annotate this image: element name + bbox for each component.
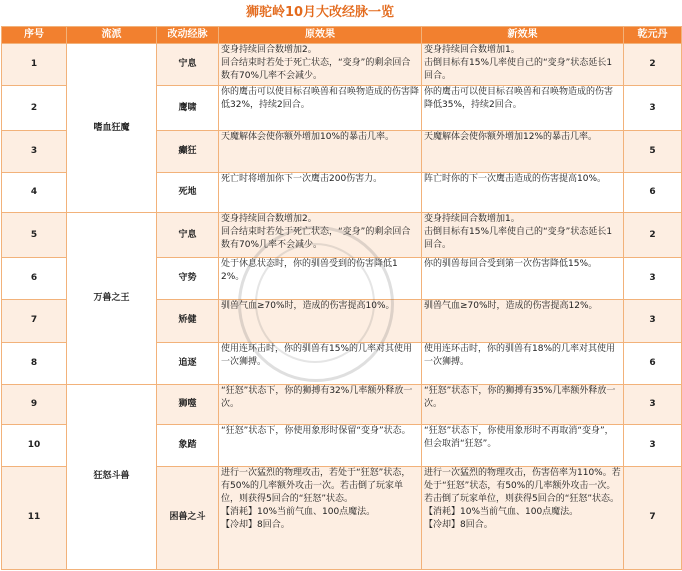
meridian-cell: 狮噬 (157, 384, 219, 424)
row-index: 9 (2, 384, 67, 424)
row-index: 1 (2, 44, 67, 86)
table-row (2, 213, 682, 258)
row-index: 8 (2, 342, 67, 384)
header-index: 序号 (2, 27, 67, 44)
header-old-effect: 原效果 (219, 27, 422, 44)
old-effect-cell: 天魔解体会使你额外增加10%的暴击几率。 (219, 131, 422, 173)
meridian-cell: 追逐 (157, 342, 219, 384)
new-effect-cell: 变身持续回合数增加1。 击倒目标有15%几率使自己的“变身”状态延长1回合。 (422, 213, 624, 258)
pill-cell: 6 (624, 342, 682, 384)
table-row (2, 44, 682, 86)
pill-cell: 3 (624, 86, 682, 131)
row-index: 3 (2, 131, 67, 173)
old-effect-cell: 驯兽气血≥70%时，造成的伤害提高10%。 (219, 300, 422, 342)
school-cell: 万兽之王 (67, 213, 157, 384)
old-effect-cell: 你的鹰击可以使目标召唤兽和召唤物造成的伤害降低32%，持续2回合。 (219, 86, 422, 131)
table-header-row (2, 27, 682, 44)
old-effect-cell: 使用连环击时，你的驯兽有15%的几率对其使用一次狮搏。 (219, 342, 422, 384)
new-effect-cell: 你的驯兽每回合受到第一次伤害降低15%。 (422, 258, 624, 300)
table-row (2, 384, 682, 424)
row-index: 11 (2, 466, 67, 569)
meridian-cell: 象踏 (157, 424, 219, 466)
meridian-change-table (1, 26, 682, 570)
meridian-cell: 死地 (157, 173, 219, 213)
school-cell: 狂怒斗兽 (67, 384, 157, 569)
school-cell: 嗜血狂魔 (67, 44, 157, 213)
old-effect-cell: 变身持续回合数增加2。 回合结束时若处于死亡状态，“变身”的剩余回合数有70%几率不会减少。 (219, 44, 422, 86)
row-index: 5 (2, 213, 67, 258)
pill-cell: 3 (624, 424, 682, 466)
old-effect-cell: 死亡时将增加你下一次鹰击200伤害力。 (219, 173, 422, 213)
new-effect-cell: 进行一次猛烈的物理攻击，伤害倍率为110%。若处于“狂怒”状态，有50%的几率额外攻击一次。若击倒了玩家单位，则获得5回合的“狂怒”状态。 【消耗】10%当前气血、100点魔法。 【冷却】8回合。 (422, 466, 624, 569)
header-school: 流派 (67, 27, 157, 44)
new-effect-cell: “狂怒”状态下，你使用象形时不再取消“变身”，但会取消“狂怒”。 (422, 424, 624, 466)
pill-cell: 6 (624, 173, 682, 213)
pill-cell: 3 (624, 300, 682, 342)
meridian-cell: 宁息 (157, 213, 219, 258)
old-effect-cell: 变身持续回合数增加2。 回合结束时若处于死亡状态，“变身”的剩余回合数有70%几率不会减少。 (219, 213, 422, 258)
meridian-cell: 宁息 (157, 44, 219, 86)
page-title: 狮驼岭10月大改经脉一览 (245, 5, 395, 20)
row-index: 2 (2, 86, 67, 131)
new-effect-cell: 驯兽气血≥70%时，造成的伤害提高12%。 (422, 300, 624, 342)
meridian-cell: 守势 (157, 258, 219, 300)
pill-cell: 3 (624, 258, 682, 300)
pill-cell: 5 (624, 131, 682, 173)
header-new-effect: 新效果 (422, 27, 624, 44)
old-effect-cell: 处于休息状态时，你的驯兽受到的伤害降低12%。 (219, 258, 422, 300)
row-index: 6 (2, 258, 67, 300)
row-index: 4 (2, 173, 67, 213)
meridian-cell: 鹰啸 (157, 86, 219, 131)
pill-cell: 3 (624, 384, 682, 424)
pill-cell: 7 (624, 466, 682, 569)
new-effect-cell: 阵亡时你的下一次鹰击造成的伤害提高10%。 (422, 173, 624, 213)
row-index: 10 (2, 424, 67, 466)
old-effect-cell: “狂怒”状态下，你使用象形时保留“变身”状态。 (219, 424, 422, 466)
old-effect-cell: 进行一次猛烈的物理攻击，若处于“狂怒”状态，有50%的几率额外攻击一次。若击倒了玩家单位，则获得5回合的“狂怒”状态。 【消耗】10%当前气血、100点魔法。 【冷却】8回合。 (219, 466, 422, 569)
row-index: 7 (2, 300, 67, 342)
header-meridian: 改动经脉 (157, 27, 219, 44)
pill-cell: 2 (624, 44, 682, 86)
new-effect-cell: 你的鹰击可以使目标召唤兽和召唤物造成的伤害降低35%，持续2回合。 (422, 86, 624, 131)
meridian-cell: 困兽之斗 (157, 466, 219, 569)
header-pill: 乾元丹 (624, 27, 682, 44)
new-effect-cell: 变身持续回合数增加1。 击倒目标有15%几率使自己的“变身”状态延长1回合。 (422, 44, 624, 86)
new-effect-cell: “狂怒”状态下，你的狮搏有35%几率额外释放一次。 (422, 384, 624, 424)
meridian-cell: 癫狂 (157, 131, 219, 173)
new-effect-cell: 天魔解体会使你额外增加12%的暴击几率。 (422, 131, 624, 173)
new-effect-cell: 使用连环击时，你的驯兽有18%的几率对其使用一次狮搏。 (422, 342, 624, 384)
meridian-cell: 矫健 (157, 300, 219, 342)
old-effect-cell: “狂怒”状态下，你的狮搏有32%几率额外释放一次。 (219, 384, 422, 424)
pill-cell: 2 (624, 213, 682, 258)
